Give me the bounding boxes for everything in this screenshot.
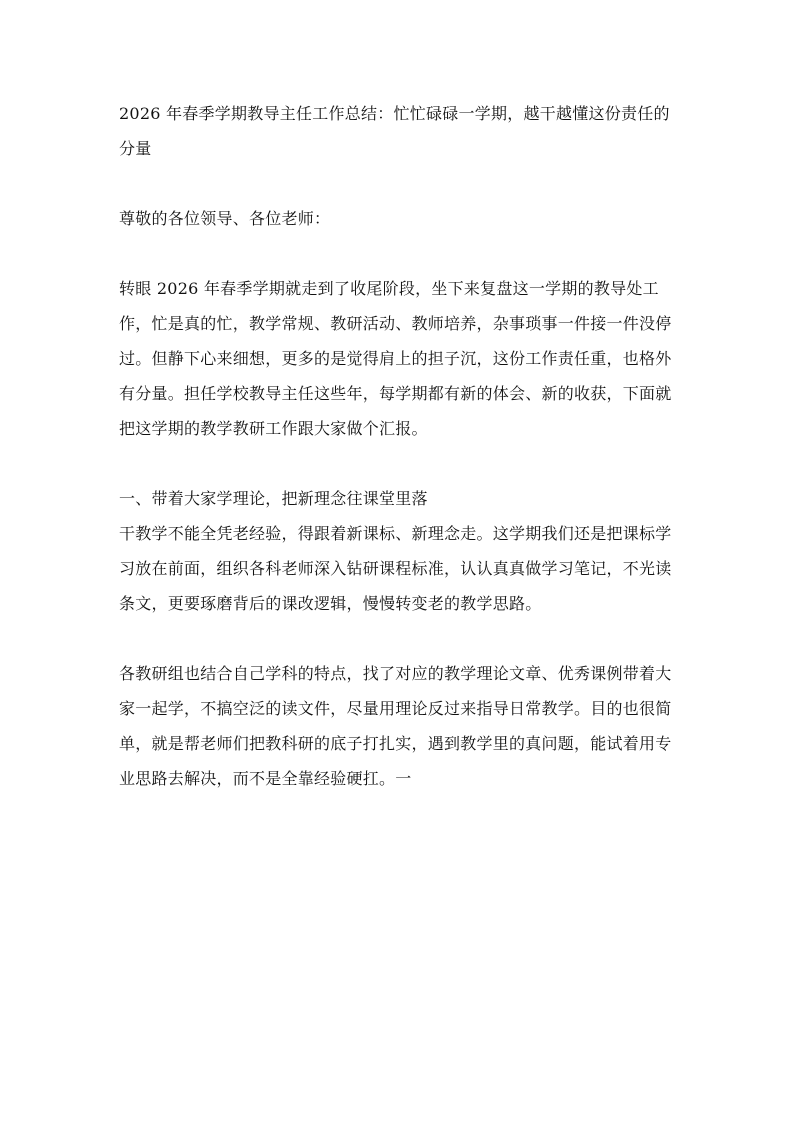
section-1-paragraph-1: 干教学不能全凭老经验，得跟着新课标、新理念走。这学期我们还是把课标学习放在前面，组织各科老师深入钻研课程标准，认认真真做学习笔记，不光读条文，更要琢磨背后的课改逻辑，慢慢转变老的教学思路。 [119, 524, 672, 613]
section-1-paragraph-2: 各教研组也结合自己学科的特点，找了对应的教学理论文章、优秀课例带着大家一起学，不搞空泛的读文件，尽量用理论反过来指导日常教学。目的也很简单，就是帮老师们把教科研的底子打扎实，遇到教学里的真问题，能试着用专业思路去解决，而不是全靠经验硬扛。一 [119, 664, 672, 788]
intro-paragraph: 转眼 2026 年春季学期就走到了收尾阶段，坐下来复盘这一学期的教导处工作，忙是真的忙，教学常规、教研活动、教师培养，杂事琐事一件接一件没停过。但静下心来细想，更多的是觉得肩上的担子沉，这份工作责任重，也格外有分量。担任学校教导主任这些年，每学期都有新的体会、新的收获，下面就把这学期的教学教研工作跟大家做个汇报。 [119, 279, 672, 438]
document-body [119, 96, 679, 796]
section-1-heading: 一、带着大家学理论，把新理念往课堂里落 [119, 489, 428, 508]
salutation: 尊敬的各位领导、各位老师： [119, 209, 331, 228]
document-title: 2026 年春季学期教导主任工作总结：忙忙碌碌一学期，越干越懂这份责任的分量 [119, 104, 670, 158]
